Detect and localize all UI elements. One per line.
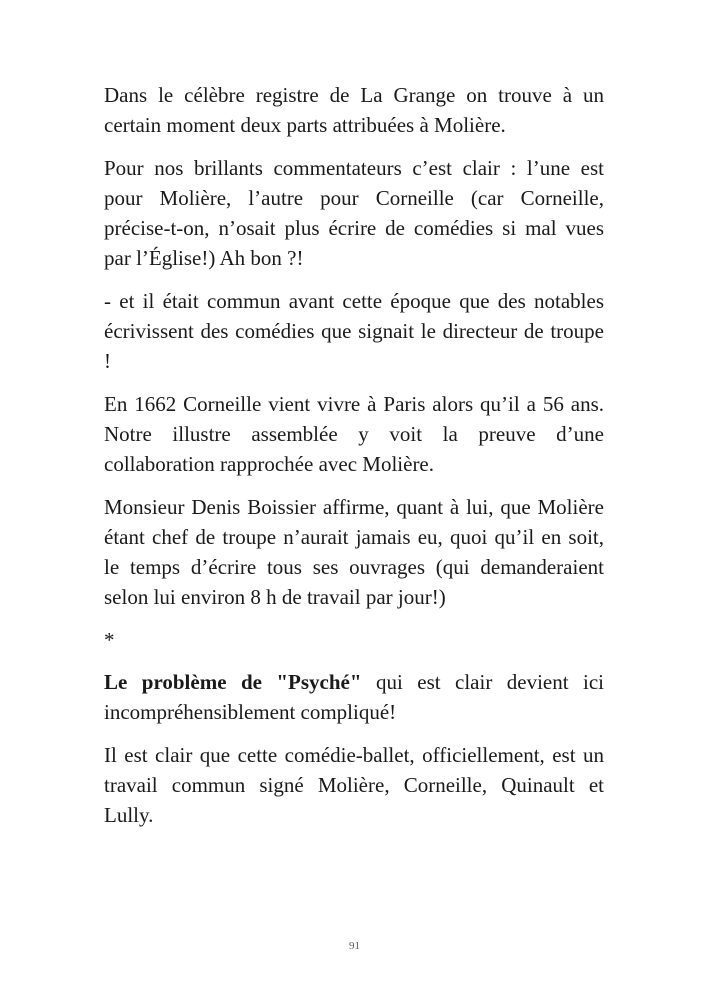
paragraph-commentators: Pour nos brillants commentateurs c’est clair : l’une est pour Molière, l’autre pour Corneille (car Corneille, précise-t-on, n’osait plus écrire de comédies si mal vues par l’Église!) Ah bon ?!: [104, 155, 604, 271]
paragraph-comedie-ballet: Il est clair que cette comédie-ballet, officiellement, est un travail commun signé Molière, Corneille, Quinault et Lully.: [104, 742, 604, 828]
paragraph-notables: - et il était commun avant cette époque que des notables écrivissent des comédies que signait le directeur de troupe !: [104, 288, 604, 374]
psyche-rest-text: qui est clair devient ici incompréhensiblement compliqué!: [104, 670, 604, 725]
page-body: [104, 80, 604, 843]
paragraph-corneille-1662: En 1662 Corneille vient vivre à Paris alors qu’il a 56 ans. Notre illustre assemblée y voit la preuve d’une collaboration rapprochée avec Molière.: [104, 391, 604, 477]
psyche-bold-lead: Le problème de "Psyché": [104, 670, 362, 695]
paragraph-psyche-problem: [104, 667, 604, 728]
section-separator: *: [104, 627, 115, 652]
page-number: 91: [349, 940, 360, 952]
paragraph-la-grange-register: Dans le célèbre registre de La Grange on trouve à un certain moment deux parts attribuées à Molière.: [104, 83, 604, 138]
paragraph-denis-boissier: Monsieur Denis Boissier affirme, quant à lui, que Molière étant chef de troupe n’aurait jamais eu, quoi qu’il en soit, le temps d’écrire tous ses ouvrages (qui demanderaient selon lui environ 8 h de travail par jour!): [104, 494, 604, 610]
